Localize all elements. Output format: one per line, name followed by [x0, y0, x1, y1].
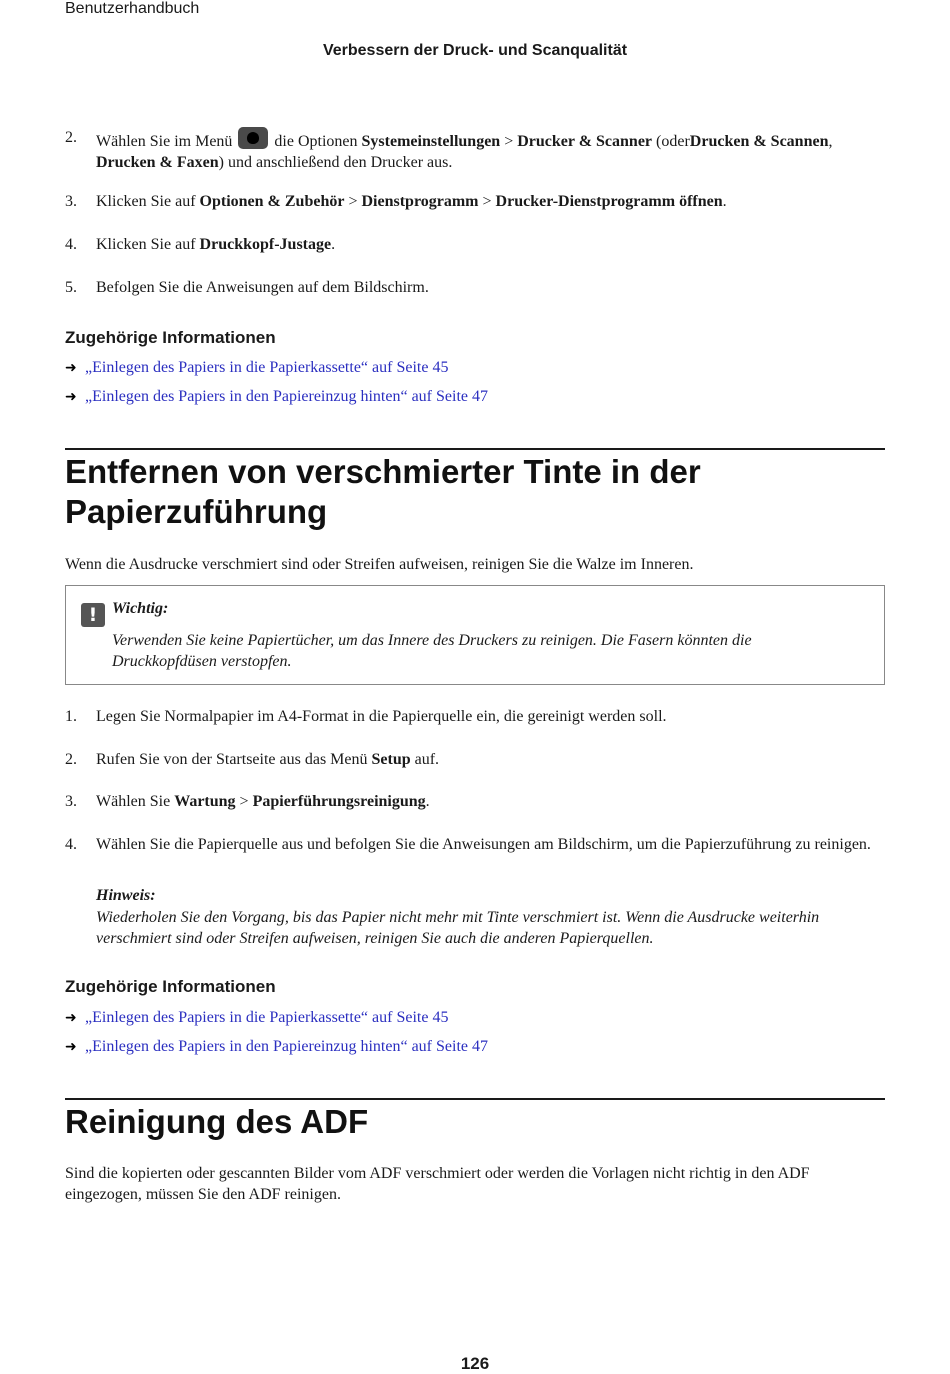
- menu-path-item: Drucker & Scanner: [517, 133, 653, 150]
- related-link[interactable]: [65, 1036, 488, 1058]
- section-heading: Reinigung des ADF: [65, 1103, 369, 1140]
- related-info-title: Zugehörige Informationen: [65, 977, 276, 996]
- note-body: Wiederholen Sie den Vorgang, bis das Papier nicht mehr mit Tinte verschmiert ist. Wenn die Ausdrucke weiterhin verschmiert sind oder Streifen aufweisen, reinigen Sie auch die anderen Papierquellen.: [96, 909, 820, 947]
- arrow-right-icon: ➜: [65, 1039, 77, 1055]
- list-item: [65, 127, 885, 173]
- step-text: Wählen Sie im Menü: [96, 133, 233, 150]
- list-item: [65, 791, 885, 812]
- related-link[interactable]: [65, 1007, 448, 1029]
- related-info-title: Zugehörige Informationen: [65, 328, 276, 347]
- list-item: [65, 191, 885, 212]
- related-link[interactable]: [65, 386, 488, 408]
- menu-path-item: Systemeinstellungen: [361, 133, 501, 150]
- section-intro: Sind die kopierten oder gescannten Bilder vom ADF verschmiert oder werden die Vorlagen nicht richtig in den ADF eingezogen, müssen Sie den ADF reinigen.: [65, 1165, 810, 1203]
- step-text: Wählen Sie die Papierquelle aus und befolgen Sie die Anweisungen am Bildschirm, um die Papierzuführung zu reinigen.: [96, 836, 871, 853]
- step-text: (oder: [656, 133, 690, 150]
- arrow-right-icon: ➜: [65, 1010, 77, 1026]
- menu-path-item: Drucker-Dienstprogramm öffnen: [495, 193, 723, 210]
- menu-path-item: Drucken & Faxen: [96, 154, 219, 171]
- step-number: 2.: [65, 129, 77, 146]
- step-text: >: [239, 793, 249, 810]
- step-text: >: [482, 193, 492, 210]
- related-link[interactable]: [65, 357, 448, 379]
- step-text: Klicken Sie auf: [96, 193, 196, 210]
- list-item: [65, 834, 885, 855]
- step-text: >: [348, 193, 358, 210]
- step-text: .: [425, 793, 430, 810]
- header-document-title: Benutzerhandbuch: [65, 0, 200, 17]
- step-text: ) und anschließend den Drucker aus.: [218, 154, 453, 171]
- arrow-right-icon: ➜: [65, 389, 77, 405]
- step-text: Wählen Sie: [96, 793, 171, 810]
- step-text: die Optionen: [274, 133, 358, 150]
- heading-line: Papierzuführung: [65, 493, 328, 530]
- step-text: .: [722, 193, 727, 210]
- step-number: 3.: [65, 793, 77, 810]
- step-text: Rufen Sie von der Startseite aus das Menü: [96, 751, 368, 768]
- important-title: Wichtig:: [112, 600, 169, 617]
- menu-path-item: Druckkopf-Justage: [199, 236, 332, 253]
- section-heading: [65, 452, 885, 532]
- step-number: 2.: [65, 751, 77, 768]
- heading-line: Entfernen von verschmierter Tinte in der: [65, 453, 701, 490]
- link-text[interactable]: „Einlegen des Papiers in den Papiereinzug hinten“ auf Seite 47: [85, 1038, 488, 1055]
- menu-path-item: Drucken & Scannen: [689, 133, 829, 150]
- section-divider: [65, 448, 885, 450]
- step-text: Legen Sie Normalpapier im A4-Format in die Papierquelle ein, die gereinigt werden soll.: [96, 708, 667, 725]
- exclamation-icon: !: [81, 603, 105, 627]
- step-text: >: [504, 133, 514, 150]
- step-number: 3.: [65, 193, 77, 210]
- header-chapter-title: Verbessern der Druck- und Scanqualität: [322, 42, 628, 59]
- menu-path-item: Setup: [371, 751, 411, 768]
- list-item: [65, 234, 885, 255]
- list-item: [65, 277, 885, 298]
- link-text[interactable]: „Einlegen des Papiers in den Papiereinzug hinten“ auf Seite 47: [85, 388, 488, 405]
- note-title: Hinweis:: [96, 887, 156, 904]
- list-item: [65, 749, 885, 770]
- step-number: 4.: [65, 836, 77, 853]
- step-text: .: [331, 236, 336, 253]
- important-notice: [65, 585, 885, 685]
- page-number: 126: [460, 1354, 490, 1373]
- menu-path-item: Papierführungsreinigung: [252, 793, 426, 810]
- step-text: Befolgen Sie die Anweisungen auf dem Bildschirm.: [96, 279, 429, 296]
- step-number: 5.: [65, 279, 77, 296]
- step-number: 4.: [65, 236, 77, 253]
- step-number: 1.: [65, 708, 77, 725]
- step-text: Klicken Sie auf: [96, 236, 196, 253]
- list-item: [65, 706, 885, 727]
- arrow-right-icon: ➜: [65, 360, 77, 376]
- menu-path-item: Optionen & Zubehör: [199, 193, 345, 210]
- menu-path-item: Wartung: [174, 793, 236, 810]
- link-text[interactable]: „Einlegen des Papiers in die Papierkassette“ auf Seite 45: [85, 359, 449, 376]
- important-body: Verwenden Sie keine Papiertücher, um das Innere des Druckers zu reinigen. Die Fasern könnten die Druckkopfdüsen verstopfen.: [112, 632, 752, 670]
- section-divider: [65, 1098, 885, 1100]
- link-text[interactable]: „Einlegen des Papiers in die Papierkassette“ auf Seite 45: [85, 1009, 449, 1026]
- section-intro: Wenn die Ausdrucke verschmiert sind oder Streifen aufweisen, reinigen Sie die Walze im Inneren.: [65, 556, 694, 573]
- apple-menu-icon: [238, 127, 268, 149]
- step-text: ,: [828, 133, 833, 150]
- step-text: auf.: [414, 751, 440, 768]
- menu-path-item: Dienstprogramm: [361, 193, 479, 210]
